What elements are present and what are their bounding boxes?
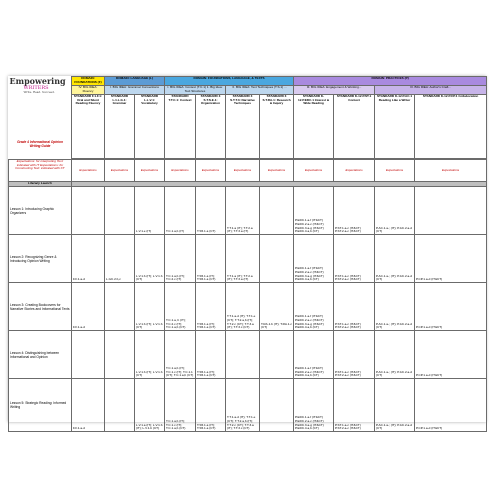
lesson-row	[9, 283, 487, 331]
lesson-standard-cell: P.ST.1.a-c (IT&CT) P.ST.2.a-c (IT&CT)	[334, 331, 375, 379]
subdomain-engagement: III. BIG IDEA: Engagement & Working...	[294, 86, 375, 95]
lesson-standard-cell: L.V.1.b (IT); L.V.1.b (CT)	[135, 331, 165, 379]
lesson-standard-cell: P.CP.1.a-d (IT&CT)	[415, 331, 487, 379]
lesson-standard-cell: T.T.1.a (IT); T.T.2.a (IT); T.T.3.a (IT)	[226, 187, 260, 235]
expectations-header: Expectations	[375, 160, 415, 182]
expectations-header: Expectations	[196, 160, 226, 182]
lesson-standard-cell	[415, 187, 487, 235]
lesson-name: Lesson 4: Distinguishing between Informational and Opinion	[9, 331, 72, 379]
lesson-standard-cell: P.CP.1.a-d (IT&CT)	[415, 283, 487, 331]
lesson-standard-cell	[105, 331, 135, 379]
lesson-standard-cell: T.C.1.a,b (IT); T.C.2.c (IT)	[165, 235, 196, 283]
lesson-standard-cell	[105, 187, 135, 235]
lesson-standard-cell	[260, 331, 294, 379]
standard-c2: STANDARD 3 S.T.S.E.1: Organization	[196, 95, 226, 159]
lesson-standard-cell: L.V.1.e (IT)	[135, 187, 165, 235]
lesson-standard-cell	[72, 187, 105, 235]
lesson-standard-cell: P.AC.1.a-; (IT); P.AC.2.a-d (CT)	[375, 331, 415, 379]
lesson-standard-cell: T.T.1.a-d (IT); T.T.1.e (CT); T.T.2.a,b (IT); T.T.2.c (CT); T.T.3.a (IT); T.T.3.c (CT)	[226, 379, 260, 432]
lesson-standard-cell: L.V.1.a (IT); L.V.1.b (IT); L.V.1.b (CT)	[135, 379, 165, 432]
domain-practices: DOMAIN: PRACTICES (P)	[294, 77, 487, 86]
standard-s2: STANDARD 3 S.T.RA.1: Research & Inquiry	[260, 95, 294, 159]
lesson-standard-cell	[260, 235, 294, 283]
expectations-header: Expectations	[334, 160, 375, 182]
domain-foundations: DOMAIN: FOUNDATIONS (F)	[72, 77, 105, 86]
lesson-standard-cell: T.C.1.a,b (IT); T.C.1.c (IT); T.C.1.1 (CT); T.C.1.a,b (CT)	[165, 331, 196, 379]
domain-language: DOMAIN: LANGUAGE (L)	[105, 77, 165, 86]
standard-p4: STANDARD K-12.P.CP.1 Collaboration	[415, 95, 487, 159]
lesson-row	[9, 187, 487, 235]
lesson-name: Lesson 5: Strategic Reading: Informed Writing	[9, 379, 72, 432]
lesson-standard-cell: P.AC.1.a-; (IT); P.AC.2.a-d (CT)	[375, 187, 415, 235]
expectations-header: Expectations	[294, 160, 334, 182]
subdomain-authors-craft: III. BIG IDEA: Author's Craft...	[375, 86, 487, 95]
logo-main-text: Empowering	[9, 75, 66, 86]
expectations-header: Expectations	[415, 160, 487, 182]
lesson-standard-cell: F.F.1.a-d	[72, 379, 105, 432]
standard-f: STANDARD F.1.F.1: Oral and Silent Reading Fluency	[72, 95, 105, 159]
lesson-standard-cell: T.S5.1.a (CT)	[196, 187, 226, 235]
lesson-standard-cell: T.T.1.a-d (IT); T.T.1.e (CT); T.T.2.a,b (IT); T.T.2.c (CT); T.T.3.a (IT); T.T.3.c (CT)	[226, 283, 260, 331]
lesson-standard-cell: F.F.1.a-d	[72, 235, 105, 283]
subdomain-context: I. BIG IDEA: Context (T.C.1) 1. Big Idea: Text Structures	[165, 86, 226, 95]
lesson-standard-cell: P.ST.1.a-c (IT&CT) P.ST.2.a-c (IT&CT)	[334, 379, 375, 432]
expectations-header: Expectations	[165, 160, 196, 182]
lesson-standard-cell: P.ST.1.a-c (IT&CT) P.ST.2.a-c (IT&CT)	[334, 235, 375, 283]
lesson-standard-cell	[226, 331, 260, 379]
lesson-standard-cell	[105, 283, 135, 331]
standard-s1: STANDARD 3 S.T.T.3: Narrative Techniques	[226, 95, 260, 159]
standard-c1: STANDARD T.T.C.1: Context	[165, 95, 196, 159]
lessons-table	[8, 186, 487, 432]
lesson-standard-cell: P.EDC.1.a-f (IT&CT) P.EDC.2.a-c (IT&CT) P.EDC.3.a-g (IT&CT) P.EDC.4.a,b (CT)	[294, 283, 334, 331]
lesson-standard-cell: T.C.1.a, b (IT); T.C.2.c (IT); T.C.1.a,b (CT)	[165, 283, 196, 331]
lesson-name: Lesson 3: Creating Bookcovers for Narrative Stories and Informational Texts	[9, 283, 72, 331]
standard-p1: STANDARD K-12.P.EDC.1 Interest & Wide Reading	[294, 95, 334, 159]
lesson-name: Lesson 1: Introducing Graphic Organizers	[9, 187, 72, 235]
standard-l2: STANDARD L.L.V.1: Vocabulary	[135, 95, 165, 159]
lesson-standard-cell: T.C.1.a,b (IT)	[165, 187, 196, 235]
lesson-standard-cell: P.EDC.1.a-f (IT&CT) P.EDC.2.a-c (IT&CT) P.EDC.3.a-g (IT&CT) P.EDC.4.a,b (CT)	[294, 187, 334, 235]
guide-title: Grade 4 Informational Opinion Writing Guide	[17, 140, 63, 148]
domain-foundations-language-texts: DOMAIN: FOUNDATIONS, LANGUAGE, & TEXTS	[165, 77, 294, 86]
expectations-header: Expectations	[72, 160, 105, 182]
standard-p2: STANDARD K-12.P.ST.1 Context	[334, 95, 375, 159]
lesson-standard-cell: F.F.1.a-d	[72, 283, 105, 331]
lesson-standard-cell: P.EDC.1.a-f (IT&CT) P.EDC.2.a-c (IT&CT) P.EDC.3.a-g (IT&CT) P.EDC.4.a,b (CT)	[294, 235, 334, 283]
subdomain-fluency: IV. BIG IDEA: Fluency	[72, 86, 105, 95]
subdomain-techniques: II. BIG IDEA: Text Techniques (T.S.1) ...	[226, 86, 294, 95]
expectations-header: Expectations	[105, 160, 135, 182]
lesson-name: Lesson 2: Recognizing Genre & Introducing Opinion Writing	[9, 235, 72, 283]
lesson-standard-cell: L.V.1.b (IT); L.V.1.b (CT)	[135, 235, 165, 283]
lesson-standard-cell: P.AC.1.a-; (IT); P.AC.2.a-d (CT)	[375, 283, 415, 331]
lesson-standard-cell: P.AC.1.a-; (IT); P.AC.2.a-d (CT)	[375, 235, 415, 283]
standard-l1: STANDARD L.1.L.G.1: Grammar	[105, 95, 135, 159]
lesson-row	[9, 235, 487, 283]
lesson-standard-cell: P.AC.1.a-; (IT); P.AC.2.a-d (CT)	[375, 379, 415, 432]
lesson-standard-cell: L.GC.2.b,c	[105, 235, 135, 283]
lesson-standard-cell: P.ST.1.a-c (IT&CT) P.ST.2.a-c (IT&CT)	[334, 283, 375, 331]
lesson-standard-cell: L.V.1.b (IT); L.V.1.b (CT)	[135, 283, 165, 331]
lesson-standard-cell: T.RA.1.b (IT); T.RA.1.c (CT)	[260, 283, 294, 331]
logo-tagline: Write. Read. Succeed.	[23, 89, 55, 94]
subdomain-grammar: I. BIG IDEA: Grammar Conventions	[105, 86, 165, 95]
lesson-standard-cell	[260, 187, 294, 235]
expectations-explanation: Expectations: for interpreting Text: indicated with IT Expectations: for Constructing Text: indicated with CT	[9, 160, 72, 182]
empowering-writers-logo	[10, 77, 71, 95]
lesson-standard-cell: T.T.1.a (IT); T.T.2.a (IT); T.T.3.a (IT)	[226, 235, 260, 283]
lesson-row	[9, 331, 487, 379]
lesson-standard-cell: T.S5.1.a (IT); T.S5.1.a (CT)	[196, 379, 226, 432]
lesson-standard-cell	[260, 379, 294, 432]
lesson-standard-cell: P.EDC.1.a-f (IT&CT) P.EDC.2.a-c (IT&CT) P.EDC.4.a,b (CT)	[294, 331, 334, 379]
curriculum-guide-sheet	[8, 75, 486, 431]
standard-p3: STANDARD K-12.P.AC.1 Reading Like a Writer	[375, 95, 415, 159]
lesson-standard-cell: P.CP.1.a-d (IT&CT)	[415, 235, 487, 283]
lesson-standard-cell: P.EDC.1.a-f (IT&CT) P.EDC.2.a-c (IT&CT) P.EDC.3.a-g (IT&CT) P.EDC.4.a,b (CT)	[294, 379, 334, 432]
lesson-standard-cell	[105, 379, 135, 432]
logo-sub-text: WRITERS	[23, 84, 49, 91]
lesson-standard-cell: P.ST.1.a-c (IT&CT) P.ST.2.a-c (IT&CT)	[334, 187, 375, 235]
lesson-standard-cell: T.C.1.a,b (IT); T.C.1.c (IT); T.C.1.a,b (CT)	[165, 379, 196, 432]
lesson-standard-cell: P.CP.1.a-d (IT&CT)	[415, 379, 487, 432]
standards-table	[8, 76, 487, 187]
expectations-header: Expectations	[135, 160, 165, 182]
lesson-row	[9, 379, 487, 432]
expectations-header: Expectations	[260, 160, 294, 182]
unit-title: Literacy Launch	[9, 182, 72, 187]
lesson-standard-cell: T.S5.1.a (IT); T.S5.1.a (CT)	[196, 235, 226, 283]
expectations-header: Expectations	[226, 160, 260, 182]
lesson-standard-cell: T.S5.1.a (IT); T.S5.1.a (CT)	[196, 283, 226, 331]
lesson-standard-cell: T.S5.1.a (IT); T.S5.1.a (CT)	[196, 331, 226, 379]
lesson-standard-cell	[72, 331, 105, 379]
